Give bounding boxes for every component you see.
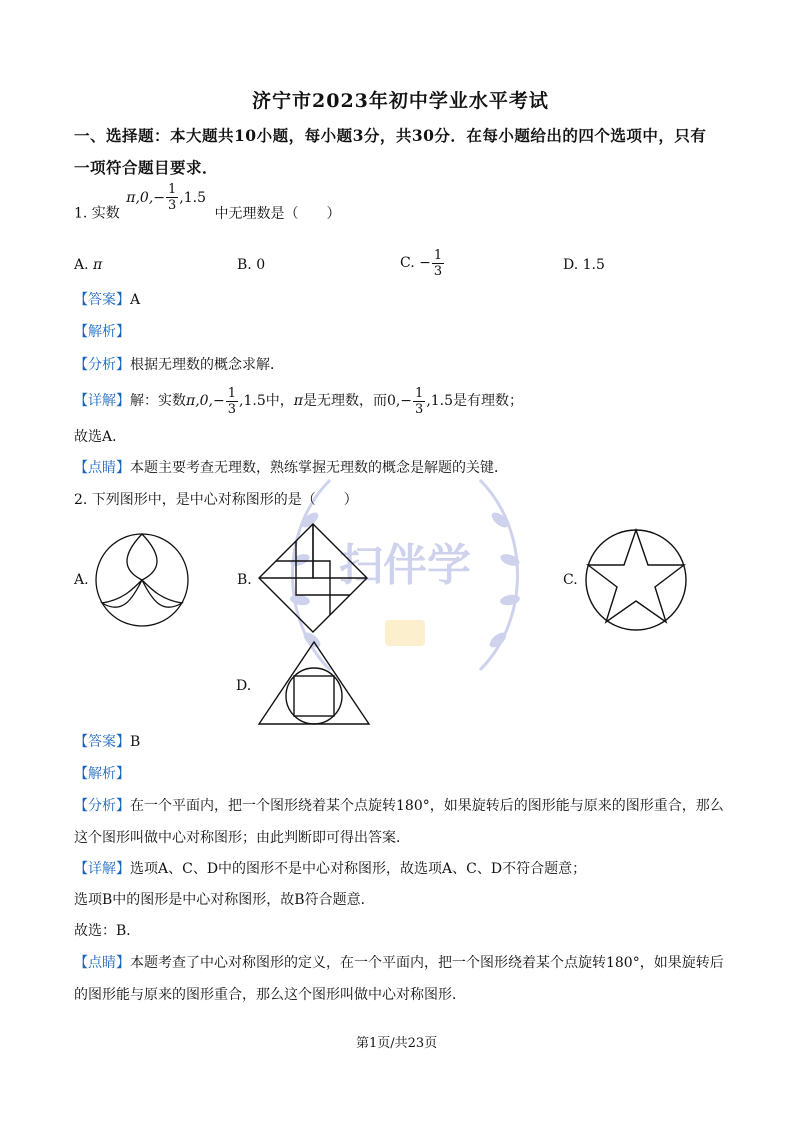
q2-dianjing-line2: 的图形能与原来的图形重合，那么这个图形叫做中心对称图形． <box>74 987 466 1003</box>
q1-option-c: C. − $\frac{1}{3}$ <box>400 247 443 279</box>
q2-figure-c <box>583 527 689 633</box>
q1-prefix: 1. 实数 <box>74 205 120 222</box>
q2-fenxi-line1: 【分析】在一个平面内，把一个图形绕着某个点旋转180°，如果旋转后的图形能与原来的图形重合，那么 <box>74 798 724 814</box>
q1-option-b: B. 0 <box>237 257 266 273</box>
q2-xiangjie-line2: 选项B中的图形是中心对称图形，故B符合题意． <box>74 892 375 908</box>
watermark-text: 扫伴学 <box>339 540 471 591</box>
q1-option-a: A. π <box>74 257 103 273</box>
q1-expr-b: ,1.5 <box>179 189 207 206</box>
q1-dianjing: 【点睛】本题主要考查无理数，熟练掌握无理数的概念是解题的关键． <box>74 460 508 476</box>
q1-fenxi: 【分析】根据无理数的概念求解． <box>74 357 284 373</box>
section-heading-line2: 一项符合题目要求． <box>74 158 219 177</box>
q2-option-c-label: C. <box>563 572 578 588</box>
q2-figure-d <box>257 640 371 726</box>
q2-fenxi-line2: 这个图形叫做中心对称图形；由此判断即可得出答案． <box>74 830 410 846</box>
q1-expr-a: π,0,− <box>126 189 166 206</box>
section-heading-line1: 一、选择题：本大题共10小题，每小题3分，共30分．在每小题给出的四个选项中，只有 <box>74 126 707 145</box>
q1-xiangjie: 【详解】解：实数π,0,− $\frac{1}{3}$ ,1.5中，π是无理数，而0,− $\frac{1}{3}$ ,1.5是有理数； <box>74 385 524 417</box>
q1-choose: 故选A． <box>74 429 127 445</box>
q2-dianjing-line1: 【点睛】本题考查了中心对称图形的定义，在一个平面内，把一个图形绕着某个点旋转180°，如果旋转后 <box>74 955 724 971</box>
q2-option-b-label: B. <box>237 572 252 588</box>
page-footer: 第1页/共23页 <box>356 1036 438 1051</box>
q1-suffix: 中无理数是（ ） <box>214 205 341 222</box>
q1-question <box>74 182 341 229</box>
q2-answer: 【答案】B <box>74 734 141 750</box>
q2-option-a-label: A. <box>74 572 89 588</box>
q2-figure-b <box>257 522 369 634</box>
q1-option-d: D. 1.5 <box>563 257 605 273</box>
page-title: 济宁市2023年初中学业水平考试 <box>252 90 549 112</box>
q2-analysis-label: 【解析】 <box>74 766 130 782</box>
q1-fraction: $\frac{1}{3}$ <box>168 182 177 213</box>
q2-figure-a <box>92 530 192 630</box>
q2-xiangjie-line1: 【详解】选项A、C、D中的图形不是中心对称图形，故选项A、C、D不符合题意； <box>74 861 587 877</box>
q1-analysis-label: 【解析】 <box>74 324 130 340</box>
q2-question: 2. 下列图形中，是中心对称图形的是（ ） <box>74 492 358 508</box>
q2-option-d-label: D. <box>236 678 252 694</box>
q1-answer: 【答案】A <box>74 292 141 308</box>
q2-choose: 故选：B． <box>74 923 141 939</box>
